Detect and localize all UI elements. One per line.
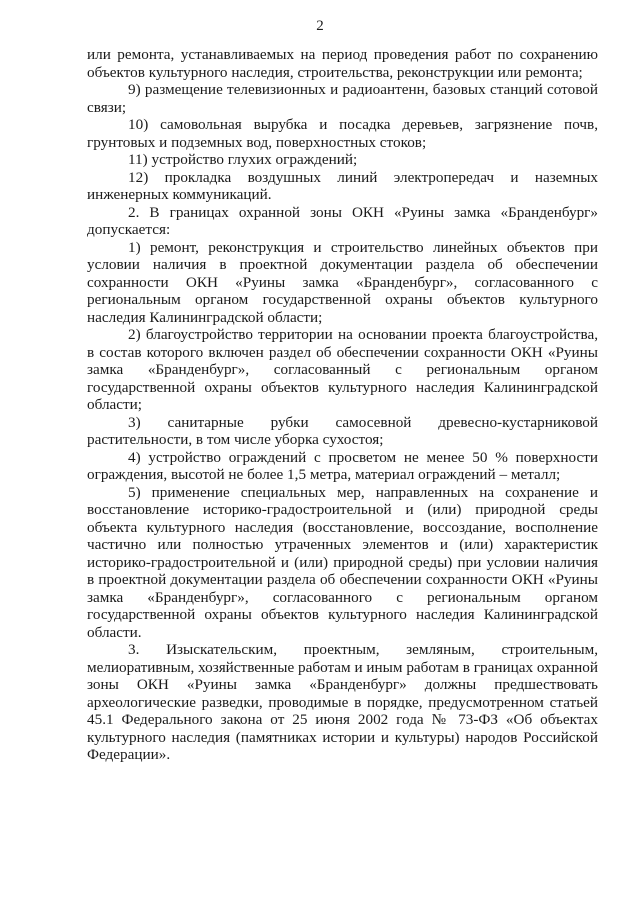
paragraph-continuation: или ремонта, устанавливаемых на период проведения работ по сохранению объектов культурного наследия, строительства, реконструкции или ремонта;: [87, 46, 598, 81]
section-3-paragraph: 3. Изыскательским, проектным, земляным, строительным, мелиоративным, хозяйственные работам и иным работам в границах охранной зоны ОКН «Руины замка «Бранденбург» должны предшествовать археологические разведки, проводимые в порядке, предусмотренном статьей 45.1 Федерального закона от 25 июня 2002 года № 73-ФЗ «Об объектах культурного наследия (памятниках истории и культуры) народов Российской Федерации».: [87, 641, 598, 763]
section-2-item-3: 3) санитарные рубки самосевной древесно-кустарниковой растительности, в том числе уборка сухостоя;: [87, 413, 598, 448]
section-2-item-4: 4) устройство ограждений с просветом не менее 50 % поверхности ограждения, высотой не более 1,5 метра, материал ограждений – металл;: [87, 448, 598, 483]
list-item-11: 11) устройство глухих ограждений;: [128, 151, 358, 168]
page-number: 2: [316, 18, 324, 34]
section-2-heading: 2. В границах охранной зоны ОКН «Руины замка «Бранденбург» допускается:: [87, 203, 598, 238]
section-2-item-5: 5) применение специальных мер, направленных на сохранение и восстановление историко-градостроительной и (или) природной среды объекта культурного наследия (восстановление, воссоздание, восполнение частично или полностью утраченных элементов и (или) характеристик историко-градостроительной и (или) природной среды) при условии наличия в проектной документации раздела об обеспечении сохранности ОКН «Руины замка «Бранденбург», согласованного с региональным органом государственной охраны объектов культурного наследия Калининградской области.: [87, 483, 598, 641]
document-body: [87, 46, 598, 764]
list-item-10: 10) самовольная вырубка и посадка деревьев, загрязнение почв, грунтовых и подземных вод, поверхностных стоков;: [87, 116, 598, 151]
list-item-12: 12) прокладка воздушных линий электропередач и наземных инженерных коммуникаций.: [87, 168, 598, 203]
section-2-item-2: 2) благоустройство территории на основании проекта благоустройства, в состав которого включен раздел об обеспечении сохранности ОКН «Руины замка «Бранденбург», согласованный с региональным органом государственной охраны объектов культурного наследия Калининградской области;: [87, 326, 598, 413]
list-item-9: 9) размещение телевизионных и радиоантенн, базовых станций сотовой связи;: [87, 81, 598, 116]
section-2-item-1: 1) ремонт, реконструкция и строительство линейных объектов при условии наличия в проектной документации раздела об обеспечении сохранности ОКН «Руины замка «Бранденбург», согласованного с региональным органом государственной охраны объектов культурного наследия Калининградской области;: [87, 238, 598, 326]
